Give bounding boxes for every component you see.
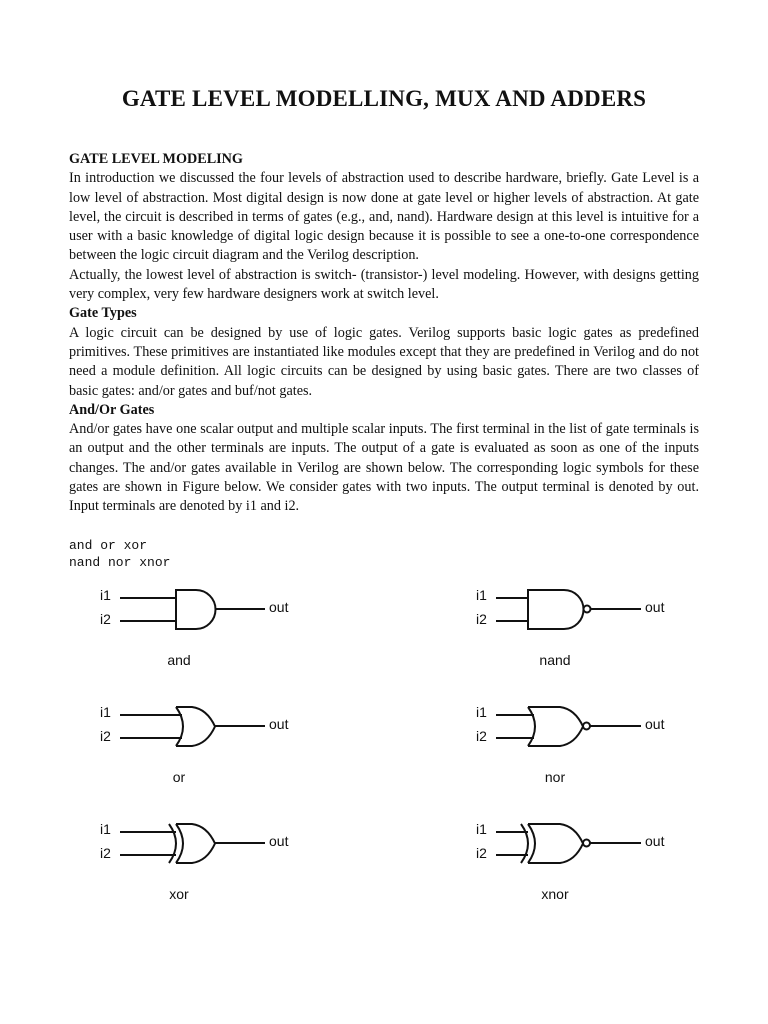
gate-name-label: or <box>172 769 186 785</box>
gate-input-label: i1 <box>100 587 111 603</box>
gate-input-label: i2 <box>100 845 111 861</box>
gate-input-label: i2 <box>100 611 111 627</box>
gate-output-label: out <box>645 716 665 732</box>
gate-xnor <box>474 820 674 920</box>
gate-name-label: nand <box>539 652 571 668</box>
document-title: GATE LEVEL MODELLING, MUX AND ADDERS <box>121 86 647 111</box>
gate-output-label: out <box>269 833 289 849</box>
paragraph-introduction: In introduction we discussed the four levels of abstraction used to describe hardware, briefly. Gate Level is a low level of abstraction. Most digital design is now done at gate level or higher levels of abstraction. At gate level, the circuit is described in terms of gates (e.g., and, nand). Hardware design at this level is intuitive for a user with a basic knowledge of digital logic design because it is possible to see a one-to-one correspondence between the logic circuit diagram and the Verilog description. <box>69 170 699 264</box>
gate-name-label: xnor <box>541 886 569 902</box>
gate-nand <box>474 586 674 686</box>
section-heading-and-or-gates: And/Or Gates <box>69 401 155 418</box>
section-heading-gate-types: Gate Types <box>69 305 137 322</box>
paragraph-gate-types: A logic circuit can be designed by use of logic gates. Verilog supports basic logic gates as predefined primitives. These primitives are instantiated like modules except that they are predefined in Verilog and do not need a module definition. All logic circuits can be designed by using basic gates. There are two classes of basic gates: and/or gates and buf/not gates. <box>69 324 699 399</box>
gate-input-label: i1 <box>100 821 111 837</box>
gate-input-label: i2 <box>100 728 111 744</box>
gate-name-label: and <box>167 652 191 668</box>
gate-input-label: i1 <box>100 704 111 720</box>
gate-or <box>98 703 298 803</box>
gate-output-label: out <box>645 833 665 849</box>
gate-output-label: out <box>269 599 289 615</box>
section-heading-gate-level-modeling: GATE LEVEL MODELING <box>69 151 243 167</box>
gate-xor <box>98 820 298 920</box>
gate-output-label: out <box>645 599 665 615</box>
gate-input-label: i1 <box>476 821 487 837</box>
paragraph-switch-level: Actually, the lowest level of abstraction is switch- (transistor-) level modeling. However, with designs getting very complex, very few hardware designers work at switch level. <box>69 266 699 303</box>
gate-and <box>98 586 298 686</box>
document-body <box>69 150 699 517</box>
code-line: and or xor <box>69 538 148 553</box>
gate-nor <box>474 703 674 803</box>
gate-input-label: i1 <box>476 587 487 603</box>
gate-input-label: i2 <box>476 845 487 861</box>
gate-name-label: nor <box>544 769 566 785</box>
gate-name-label: xor <box>169 886 189 902</box>
gate-input-label: i2 <box>476 728 487 744</box>
code-line: nand nor xnor <box>69 555 171 570</box>
paragraph-and-or-gates: And/or gates have one scalar output and multiple scalar inputs. The first terminal in the list of gate terminals is an output and the other terminals are inputs. The output of a gate is evaluated as soon as one of the inputs changes. The and/or gates available in Verilog are shown below. The corresponding logic symbols for these gates are shown in Figure below. We consider gates with two inputs. The output terminal is denoted by out. Input terminals are denoted by i1 and i2. <box>69 421 699 515</box>
gate-input-label: i2 <box>476 611 487 627</box>
gate-input-label: i1 <box>476 704 487 720</box>
gate-output-label: out <box>269 716 289 732</box>
code-block <box>69 537 170 571</box>
